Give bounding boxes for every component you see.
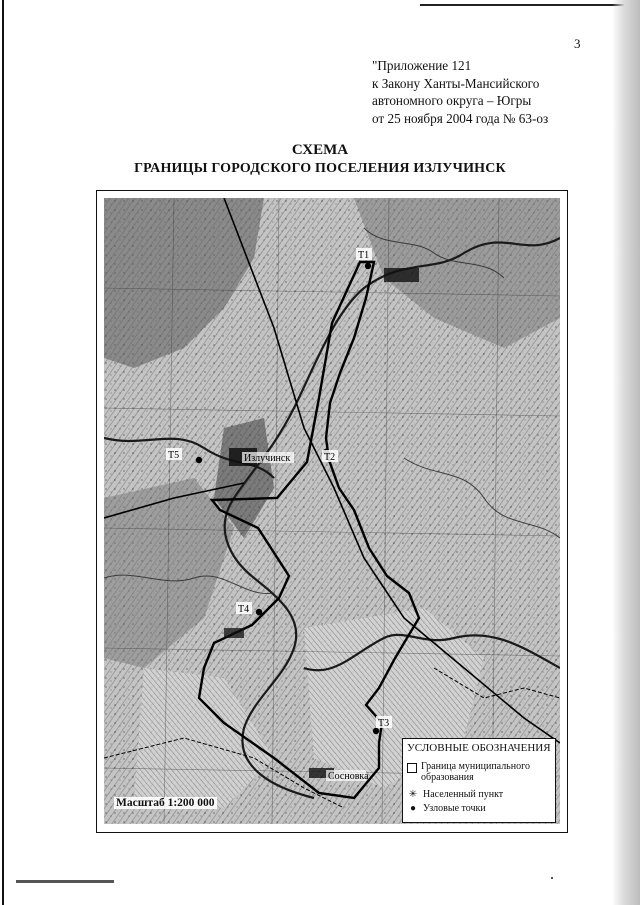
scheme-title: СХЕМА bbox=[291, 142, 349, 158]
node-label-t4: T4 bbox=[238, 604, 250, 615]
map-image bbox=[104, 198, 560, 824]
appendix-line-2: к Закону Ханты-Мансийского bbox=[372, 75, 540, 91]
map-scale-label: Масштаб 1:200 000 bbox=[116, 797, 215, 809]
map-drawing bbox=[104, 198, 560, 824]
scan-right-shadow bbox=[612, 0, 640, 905]
bottom-mark bbox=[16, 880, 114, 883]
legend-item-node bbox=[407, 803, 486, 814]
map-legend bbox=[402, 738, 556, 823]
scan-top-line bbox=[420, 4, 640, 6]
settlement-label-sosnovka: Сосновка bbox=[328, 771, 369, 782]
stray-dot bbox=[551, 877, 553, 879]
legend-title: УСЛОВНЫЕ ОБОЗНАЧЕНИЯ bbox=[407, 742, 551, 754]
node-label-t1: T1 bbox=[358, 250, 370, 261]
legend-item-settlement-label: Населенный пункт bbox=[423, 789, 504, 800]
scan-left-border bbox=[2, 0, 4, 905]
node-label-t3: T3 bbox=[378, 718, 390, 729]
appendix-line-4: от 25 ноября 2004 года № 63-оз bbox=[372, 110, 549, 126]
node-dot-icon: ● bbox=[409, 803, 417, 814]
legend-item-boundary-label-1: Граница муниципального bbox=[421, 761, 530, 772]
legend-item-node-label: Узловые точки bbox=[423, 803, 486, 814]
scheme-subtitle: ГРАНИЦЫ ГОРОДСКОГО ПОСЕЛЕНИЯ ИЗЛУЧИНСК bbox=[134, 161, 506, 176]
legend-item-boundary-label-2: образования bbox=[421, 772, 474, 783]
node-label-t2: T2 bbox=[324, 452, 336, 463]
boundary-box-icon bbox=[407, 763, 417, 773]
page-number: 3 bbox=[574, 36, 581, 51]
settlement-asterisk-icon: ✳ bbox=[408, 789, 418, 800]
node-label-t5: T5 bbox=[168, 450, 180, 461]
appendix-line-1: "Приложение 121 bbox=[372, 58, 472, 73]
appendix-header bbox=[372, 57, 548, 127]
legend-item-boundary bbox=[407, 761, 530, 783]
legend-item-settlement bbox=[407, 789, 503, 800]
settlement-label-izluchinsk: Излучинск bbox=[244, 453, 291, 464]
appendix-line-3: автономного округа – Югры bbox=[372, 93, 532, 108]
